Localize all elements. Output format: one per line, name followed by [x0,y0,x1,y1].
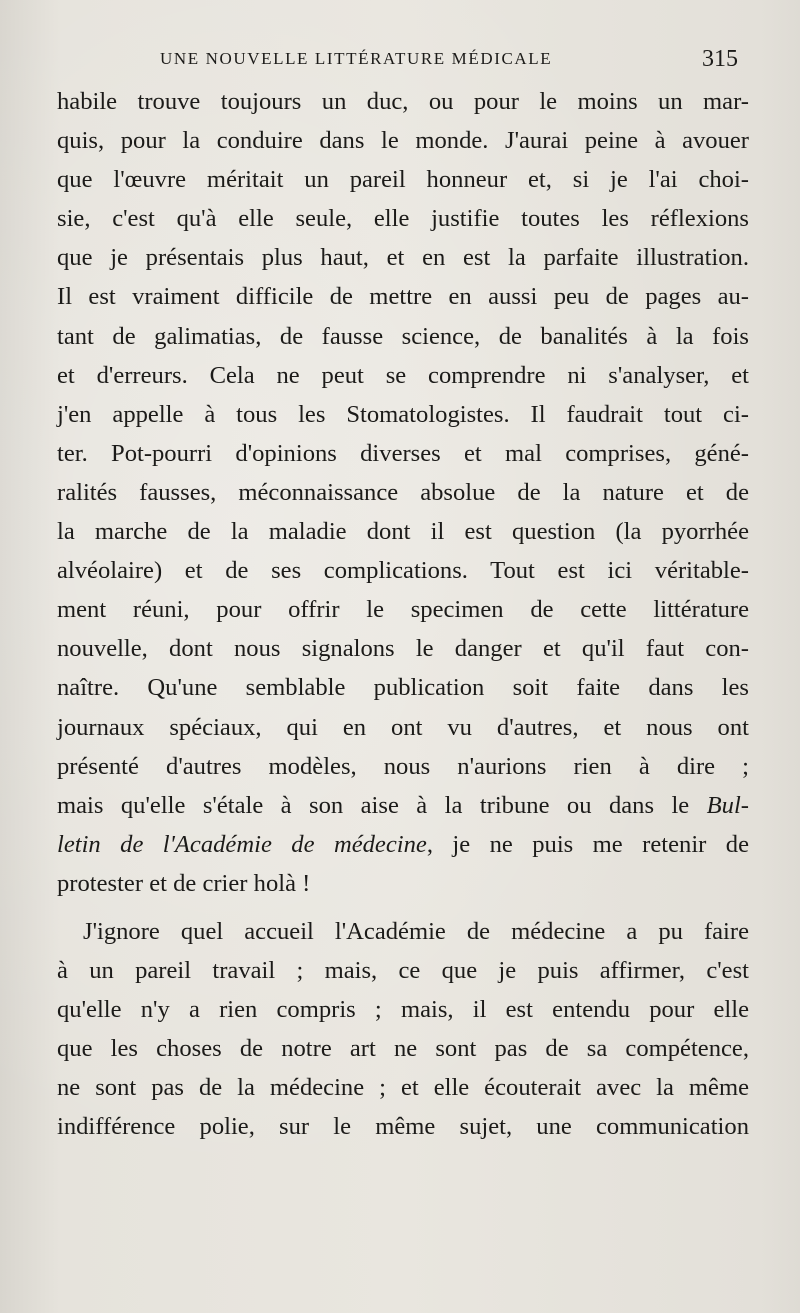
text-line: que l'œuvre méritait un pareil honneur et, si je l'ai choi- [57,166,749,194]
text-line: ne sont pas de la médecine ; et elle écouterait avec la même [57,1074,749,1102]
text-line: J'ignore quel accueil l'Académie de médecine a pu faire [83,917,749,945]
text-line [57,825,749,864]
text-line: et d'erreurs. Cela ne peut se comprendre ni s'analyser, et [57,361,749,389]
paragraph-2 [57,912,749,1147]
text-line: journaux spéciaux, qui en ont vu d'autres, et nous ont [57,713,749,741]
text-line: alvéolaire) et de ses complications. Tout est ici véritable- [57,557,749,585]
text-line: que les choses de notre art ne sont pas de sa compétence, [57,1035,749,1063]
text-line [57,786,749,825]
text-line: la marche de la maladie dont il est question (la pyorrhée [57,518,749,546]
running-head [0,44,800,74]
running-title: UNE NOUVELLE LITTÉRATURE MÉDICALE [160,49,553,68]
text-line: habile trouve toujours un duc, ou pour le moins un mar- [57,88,749,115]
text-line: ter. Pot-pourri d'opinions diverses et mal comprises, géné- [57,439,749,467]
italic-title-end: letin de l'Académie de médecine [57,830,427,858]
text-line: nouvelle, dont nous signalons le danger et qu'il faut con- [57,635,749,663]
text-line: sie, c'est qu'à elle seule, elle justifie toutes les réflexions [57,205,749,233]
text-line: que je présentais plus haut, et en est la parfaite illustration. [57,244,749,272]
text-line: quis, pour la conduire dans le monde. J'aurai peine à avouer [57,127,749,155]
text-segment: , je ne puis me retenir de [426,830,749,858]
text-line: qu'elle n'y a rien compris ; mais, il est entendu pour elle [57,996,749,1024]
page-number: 315 [702,46,738,72]
text-line: j'en appelle à tous les Stomatologistes. Il faudrait tout ci- [57,400,749,428]
text-line: tant de galimatias, de fausse science, de banalités à la fois [57,322,749,350]
body-text [57,82,749,1147]
text-line: indifférence polie, sur le même sujet, une communication [57,1113,749,1141]
text-line: naître. Qu'une semblable publication soit faite dans les [57,674,749,702]
text-line: à un pareil travail ; mais, ce que je puis affirmer, c'est [57,957,749,985]
text-line: présenté d'autres modèles, nous n'aurions rien à dire ; [57,752,749,780]
text-line: Il est vraiment difficile de mettre en aussi peu de pages au- [57,283,749,311]
text-segment: mais qu'elle s'étale à son aise à la tribune ou dans le [57,791,707,819]
paragraph-1 [57,82,749,903]
text-line: protester et de crier holà ! [57,869,311,897]
text-line: ralités fausses, méconnaissance absolue de la nature et de [57,478,749,506]
italic-title-start: Bul- [706,791,749,819]
text-line: ment réuni, pour offrir le specimen de cette littérature [57,596,749,624]
